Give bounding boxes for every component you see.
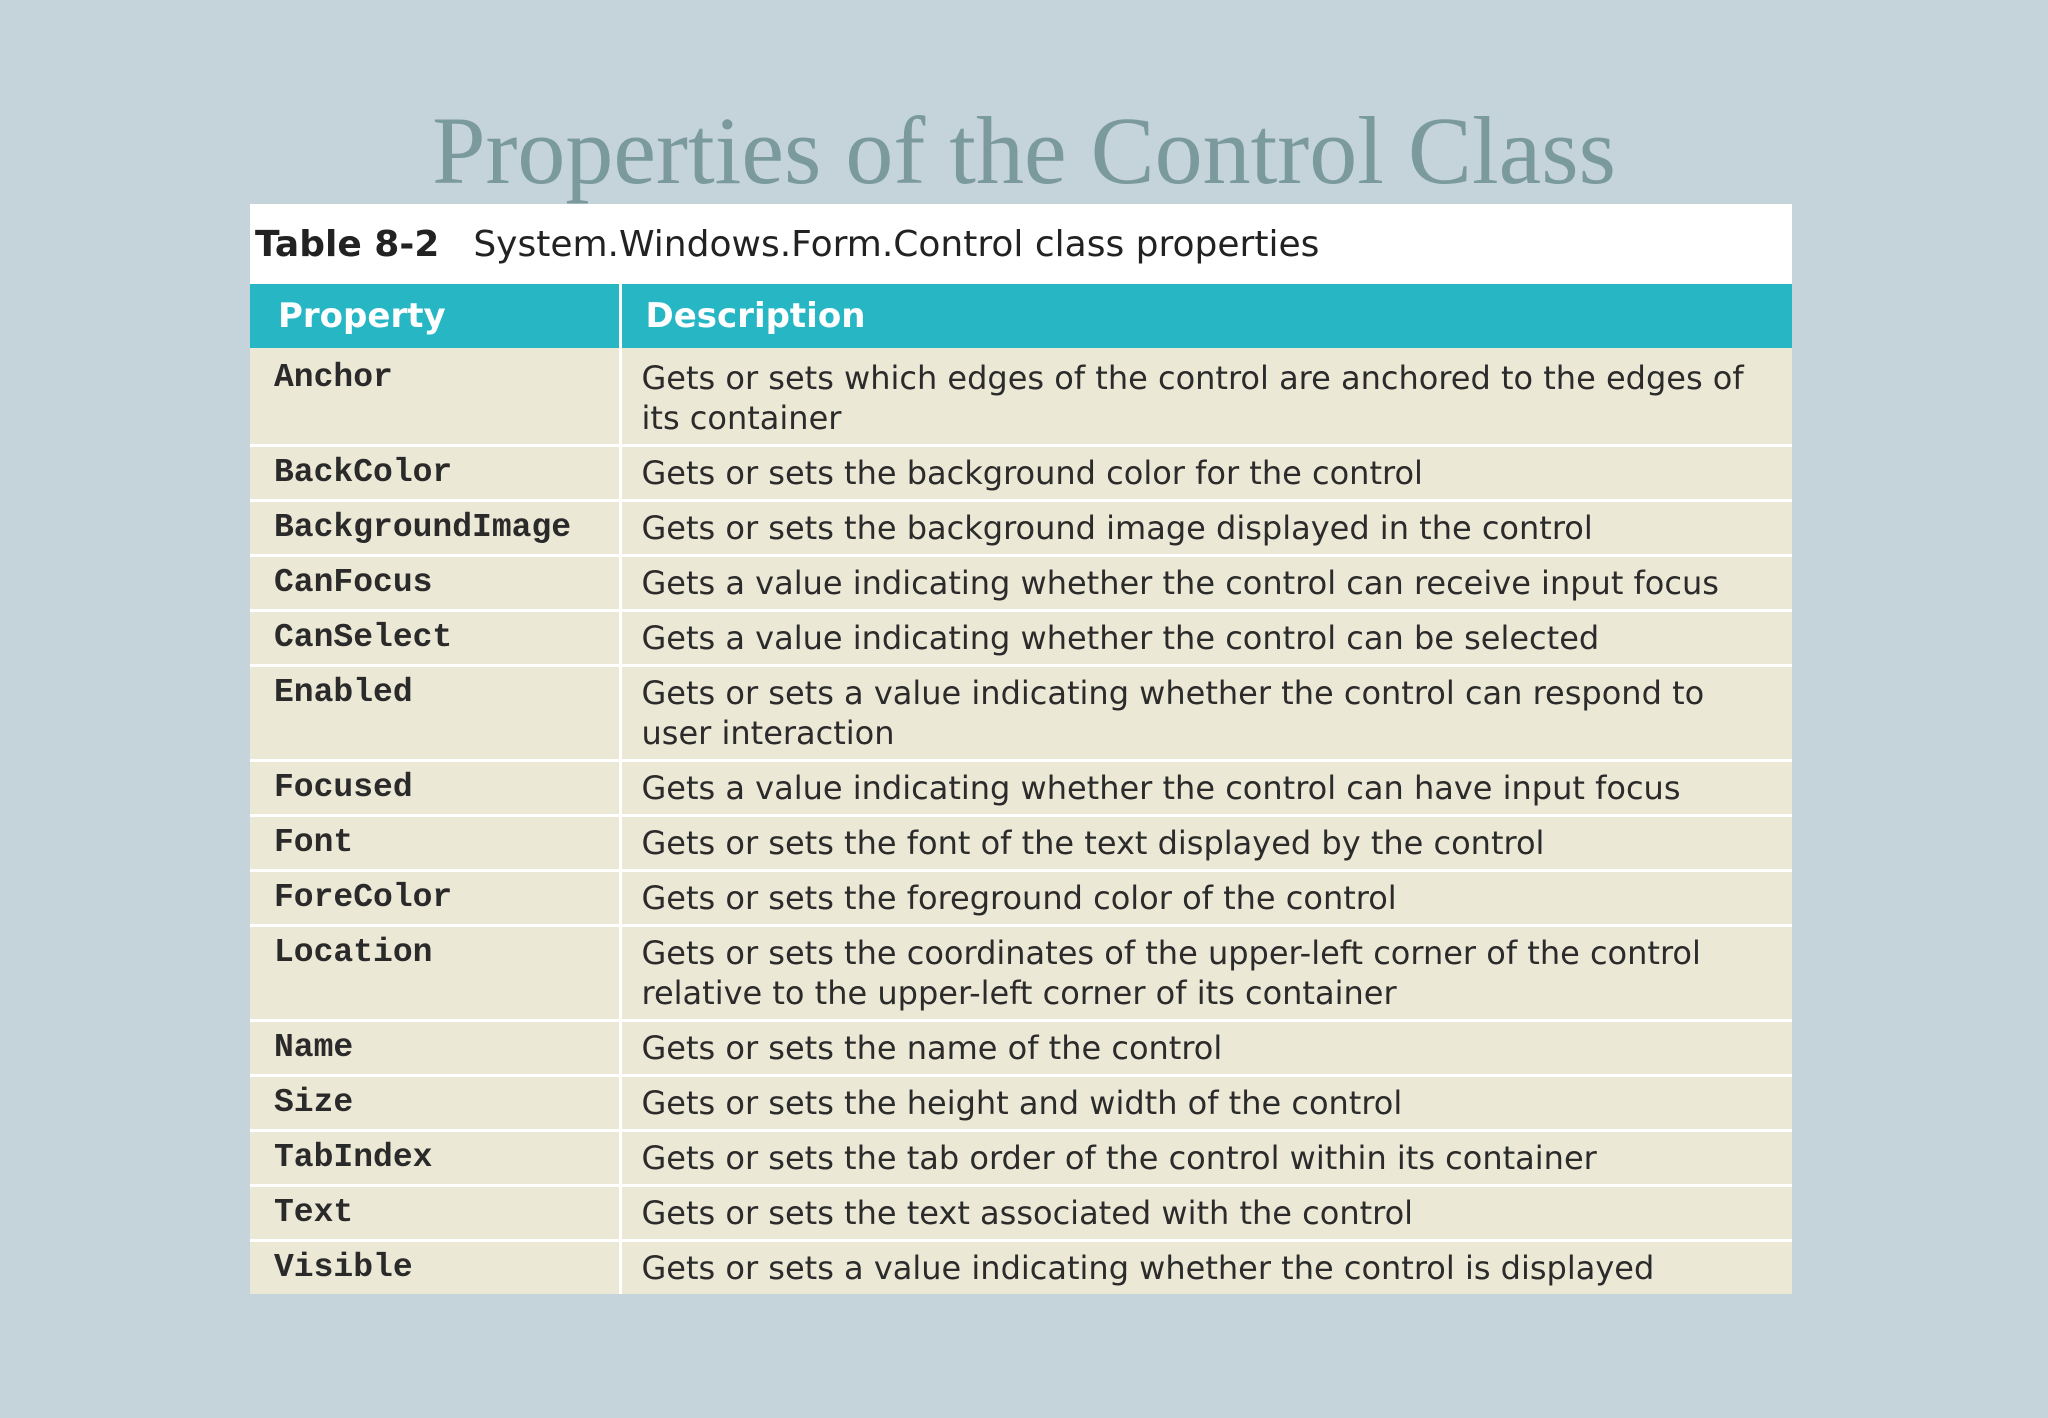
table-row	[250, 1186, 1792, 1241]
header-description: Description	[620, 284, 1792, 348]
property-name-cell: CanFocus	[250, 556, 620, 611]
table-row	[250, 1021, 1792, 1076]
property-description-cell: Gets or sets the text associated with the control	[620, 1186, 1792, 1241]
table-row	[250, 871, 1792, 926]
table-row	[250, 1076, 1792, 1131]
property-name-cell: Anchor	[250, 348, 620, 446]
property-description-cell: Gets or sets the foreground color of the control	[620, 871, 1792, 926]
property-description-cell: Gets or sets the name of the control	[620, 1021, 1792, 1076]
property-description-cell: Gets or sets the tab order of the control within its container	[620, 1131, 1792, 1186]
property-description-cell: Gets or sets the height and width of the control	[620, 1076, 1792, 1131]
table-caption-text: System.Windows.Form.Control class properties	[473, 223, 1320, 265]
property-description-cell: Gets a value indicating whether the control can receive input focus	[620, 556, 1792, 611]
property-name-cell: BackColor	[250, 446, 620, 501]
property-description-cell: Gets or sets the background color for the control	[620, 446, 1792, 501]
table-row	[250, 1241, 1792, 1295]
property-name-cell: Visible	[250, 1241, 620, 1295]
table-row	[250, 348, 1792, 446]
table-caption	[250, 204, 1792, 284]
property-name-cell: Name	[250, 1021, 620, 1076]
table-row	[250, 666, 1792, 761]
property-description-cell: Gets or sets a value indicating whether the control is displayed	[620, 1241, 1792, 1295]
property-description-cell: Gets or sets the background image displayed in the control	[620, 501, 1792, 556]
property-description-cell: Gets or sets a value indicating whether the control can respond to user interaction	[620, 666, 1792, 761]
property-name-cell: Location	[250, 926, 620, 1021]
table-row	[250, 556, 1792, 611]
table-row	[250, 761, 1792, 816]
slide-title: Properties of the Control Class	[432, 97, 1616, 204]
properties-table	[250, 284, 1792, 1294]
property-name-cell: Text	[250, 1186, 620, 1241]
table-body	[250, 348, 1792, 1294]
table-caption-label: Table 8-2	[255, 223, 440, 265]
property-name-cell: TabIndex	[250, 1131, 620, 1186]
property-description-cell: Gets a value indicating whether the control can be selected	[620, 611, 1792, 666]
table-row	[250, 816, 1792, 871]
property-name-cell: CanSelect	[250, 611, 620, 666]
properties-table-figure	[250, 204, 1792, 1294]
table-row	[250, 926, 1792, 1021]
header-property: Property	[250, 284, 620, 348]
property-description-cell: Gets or sets the coordinates of the upper-left corner of the control relative to the upper-left corner of its container	[620, 926, 1792, 1021]
property-name-cell: ForeColor	[250, 871, 620, 926]
property-name-cell: Focused	[250, 761, 620, 816]
property-name-cell: Size	[250, 1076, 620, 1131]
property-name-cell: BackgroundImage	[250, 501, 620, 556]
table-row	[250, 1131, 1792, 1186]
property-description-cell: Gets or sets the font of the text displayed by the control	[620, 816, 1792, 871]
property-name-cell: Enabled	[250, 666, 620, 761]
table-row	[250, 446, 1792, 501]
property-description-cell: Gets a value indicating whether the control can have input focus	[620, 761, 1792, 816]
property-name-cell: Font	[250, 816, 620, 871]
property-description-cell: Gets or sets which edges of the control are anchored to the edges of its container	[641, 359, 1744, 437]
table-header-row	[250, 284, 1792, 348]
table-row	[250, 501, 1792, 556]
table-row	[250, 611, 1792, 666]
